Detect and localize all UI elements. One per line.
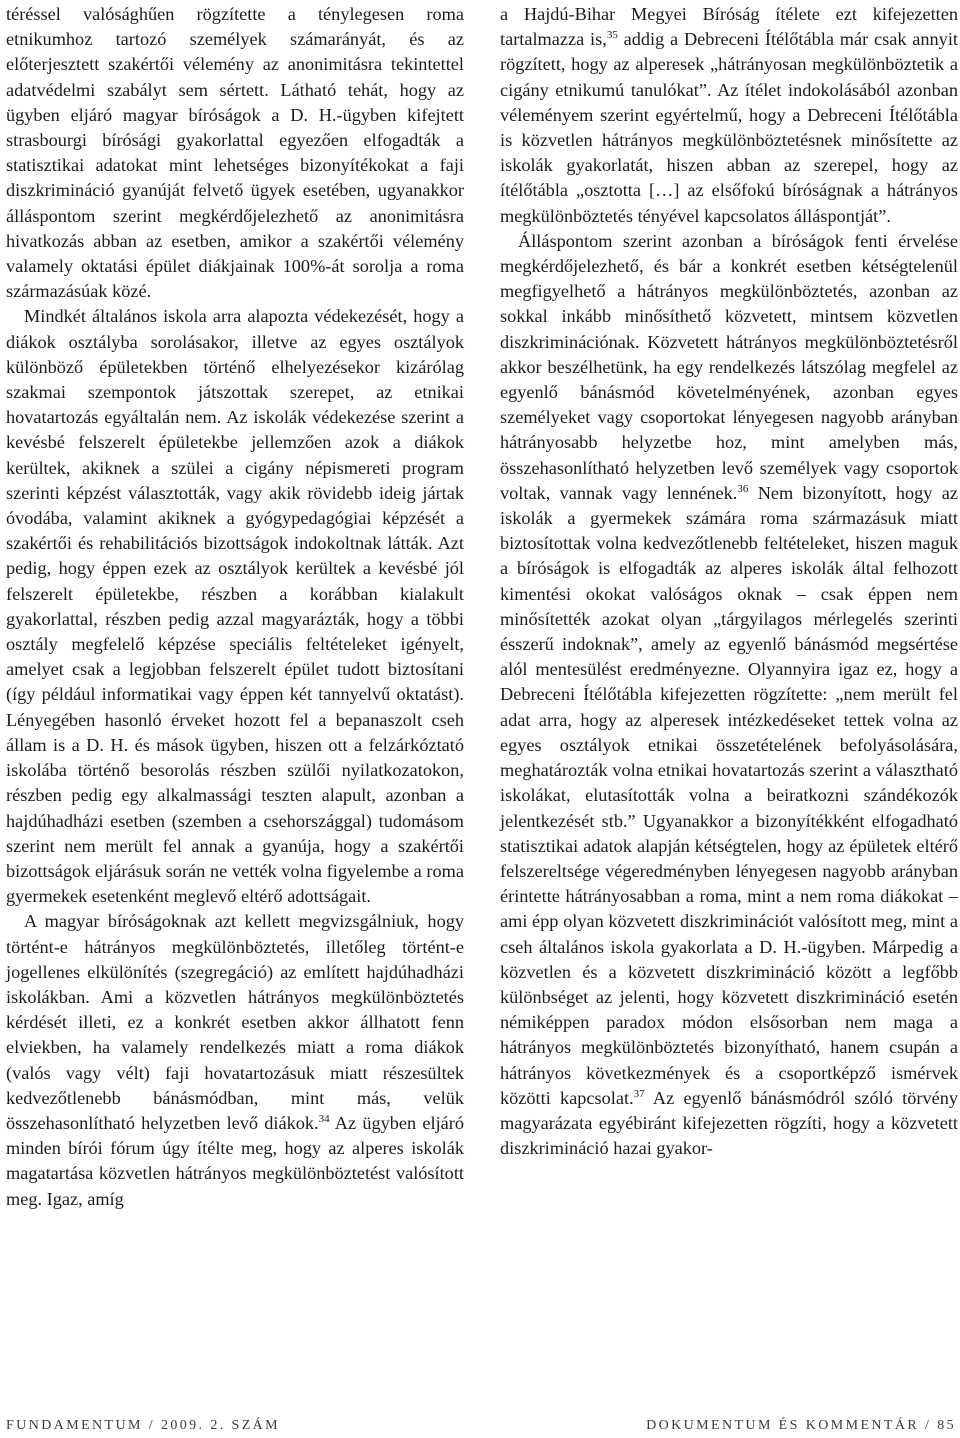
left-column (6, 2, 464, 1212)
footer-journal: FUNDAMENTUM / 2009. 2. SZÁM (6, 1418, 281, 1433)
left-paragraph-3-text-b: Az ügyben eljáró minden bírói fórum úgy ítélte meg, hogy az alperes iskolák magatartása közvetlen hátrányos megkülönböztetést valósított meg. Igaz, amíg (6, 1112, 464, 1209)
right-column (500, 2, 958, 1161)
footer-section-page: DOKUMENTUM ÉS KOMMENTÁR / 85 (646, 1418, 956, 1433)
right-paragraph-2-text-a: Álláspontom szerint azonban a bíróságok fenti érvelése megkérdőjelezhető, és bár a konkrét esetben kétségtelenül megfigyelhető a hátrányos megkülönböztetés, azonban az sokkal inkább minősíthető közvetett, mintsem közvetlen diszkriminációnak. Közvetett hátrányos megkülönböztetésről akkor beszélhetünk, ha egy rendelkezés látszólag megfelel az egyenlő bánásmód követelményének, azonban egyes személyeket vagy csoportokat lényegesen nagyobb arányban hátrányosabb helyzetbe hoz, mint amelyben más, összehasonlítható helyzetben levő személyek vagy csoportok voltak, vannak vagy lennének. (500, 230, 958, 503)
left-paragraph-3-text-a: A magyar bíróságoknak azt kellett megvizsgálniuk, hogy történt-e hátrányos megkülönböztetés, illetőleg történt-e jogellenes elkülönítés (szegregáció) az említett hajdúhadházi iskolákban. Ami a közvetlen hátrányos megkülönböztetés kérdését illeti, ez a konkrét esetben akkor állhatott fenn elviekben, ha valamely rendelkezés miatt a roma diákok (valós vagy vélt) faji hovatartozásuk miatt részesültek kedvezőtlenebb bánásmódban, mint más, velük összehasonlítható helyzetben levő diákok. (6, 911, 464, 1133)
right-paragraph-1 (500, 2, 958, 229)
right-paragraph-1-text-b: addig a Debreceni Ítélőtábla már csak annyit rögzített, hogy az alperesek „hátrányosan megkülönböztetik a cigány etnikumú tanulókat”. Az ítélet indokolásából azonban véleményem szerint egyértelmű, hogy a Debreceni Ítélőtábla is közvetlen hátrányos megkülönböztetésnek minősítette az iskolák gyakorlatát, hiszen abban az szerepel, hogy az ítélőtábla „osztotta […] az elsőfokú bíróságnak a hátrányos megkülönböztetés tényével kapcsolatos álláspontját”. (500, 29, 958, 226)
right-paragraph-2-text-c: Az egyenlő bánásmódról szóló törvény magyarázata egyébiránt kifejezetten rögzíti, hogy a közvetett diszkrimináció hazai gyakor- (500, 1087, 958, 1159)
left-paragraph-2: Mindkét általános iskola arra alapozta védekezését, hogy a diákok osztályba sorolásakor, illetve az egyes osztályok különböző épületekben történő elhelyezésekor kizárólag szakmai szempontok játszottak szerepet, az etnikai hovatartozás egyáltalán nem. Az iskolák védekezése szerint a kevésbé felszerelt épületekbe jellemzően azok a diákok kerültek, akiknek a szülei a cigány népismereti program szerinti képzést választották, vagy akik rövidebb ideig jártak óvodába, valamint akiknek a gyógypedagógiai képzését a szakértői és rehabilitációs bizottságok indokoltnak látták. Azt pedig, hogy éppen ezek az osztályok kerültek a kevésbé jól felszerelt épületekbe, részben a korábban kialakult gyakorlattal, részben pedig azzal magyarázták, hogy a többi osztály megfelelő képzése speciális feltételeket igényelt, amelyet csak a legjobban felszerelt épület tudott biztosítani (így például informatikai vagy éppen két tannyelvű oktatást). Lényegében hasonló érveket hozott fel a bepanaszolt cseh állam is a D. H. és mások ügyben, hiszen ott a felzárkóztató iskolába történő besorolás részben szülői nyilatkozatokon, részben pedig egy alkalmassági teszten alapult, azonban a hajdúhadházi esetben (szemben a csehországgal) tudomásom szerint nem merült fel annak a gyanúja, hogy a szakértői bizottságok eljárásuk során ne vették volna figyelembe a roma gyermekek esetenként meglevő eltérő adottságait. (6, 306, 464, 907)
left-paragraph-1: téréssel valósághűen rögzítette a ténylegesen roma etnikumhoz tartozó személyek számarányát, és az előterjesztett szakértői vélemény az anonimitásra tekintettel adatvédelmi szabályt sem sértett. Látható tehát, hogy az ügyben eljáró magyar bíróságok a D. H.-ügyben kifejtett strasbourgi bírósági gyakorlattal egyezően elfogadták a statisztikai adatokat mint lehetséges bizonyítékokat a faji diszkrimináció gyanúját felvető ügyek esetében, ugyanakkor álláspontom szerint megkérdőjelezhető az anonimitásra hivatkozás abban az esetben, amikor a szakértői vélemény valamely oktatási épület diákjainak 100%-át sorolja a roma származásúak közé. (6, 4, 464, 302)
footnote-ref-34[interactable]: 34 (318, 1112, 330, 1125)
footnote-ref-35[interactable]: 35 (606, 29, 618, 42)
right-paragraph-2 (500, 229, 958, 1162)
right-paragraph-1-text-a: a Hajdú-Bihar Megyei Bíróság ítélete ezt kifejezetten tartalmazza is, (500, 4, 958, 50)
footnote-ref-37[interactable]: 37 (633, 1087, 645, 1100)
right-paragraph-2-text-b: Nem bizonyított, hogy az iskolák a gyermekek számára roma származásuk miatt biztosítottak volna kedvezőtlenebb feltételeket, hiszen maguk a bíróságok is elfogadták az alperes iskolák által felhozott kimentési okokat valóságos oknak – csak éppen nem minősítették azokat olyan „tárgyilagos mérlegelés szerinti ésszerű indoknak”, amely az egyenlő bánásmód megsértése alól mentesülést eredményezne. Olyannyira igaz ez, hogy a Debreceni Ítélőtábla kifejezetten rögzítette: „nem merült fel adat arra, hogy az alperesek intézkedéseket tettek volna az egyes osztályok etnikai összetételének befolyásolására, meghatározták volna etnikai hovatartozás szerint a választható iskolákat, elutasították volna a beiratkozni szándékozók jelentkezését stb.” Ugyanakkor a bizonyítékként elfogadható statisztikai adatok alapján kétségtelen, hogy az épületek eltérő felszereltsége végeredményben lényegesen nagyobb arányban érintette hátrányosabban a roma, mint a nem roma diákokat – ami épp olyan közvetett diszkriminációt valósított meg, mint a cseh általános iskola gyakorlata a D. H.-ügyben. Márpedig a közvetlen és a közvetett diszkrimináció között a legfőbb különbséget az jelenti, hogy közvetett diszkrimináció esetén némiképpen paradox módon elsősorban nem maga a hátrányos megkülönböztetés bizonyítható, hanem csupán a hátrányos következmények és a csoportképző ismérvek közötti kapcsolat. (500, 482, 958, 1108)
footnote-ref-36[interactable]: 36 (737, 482, 749, 495)
left-paragraph-3 (6, 909, 464, 1211)
